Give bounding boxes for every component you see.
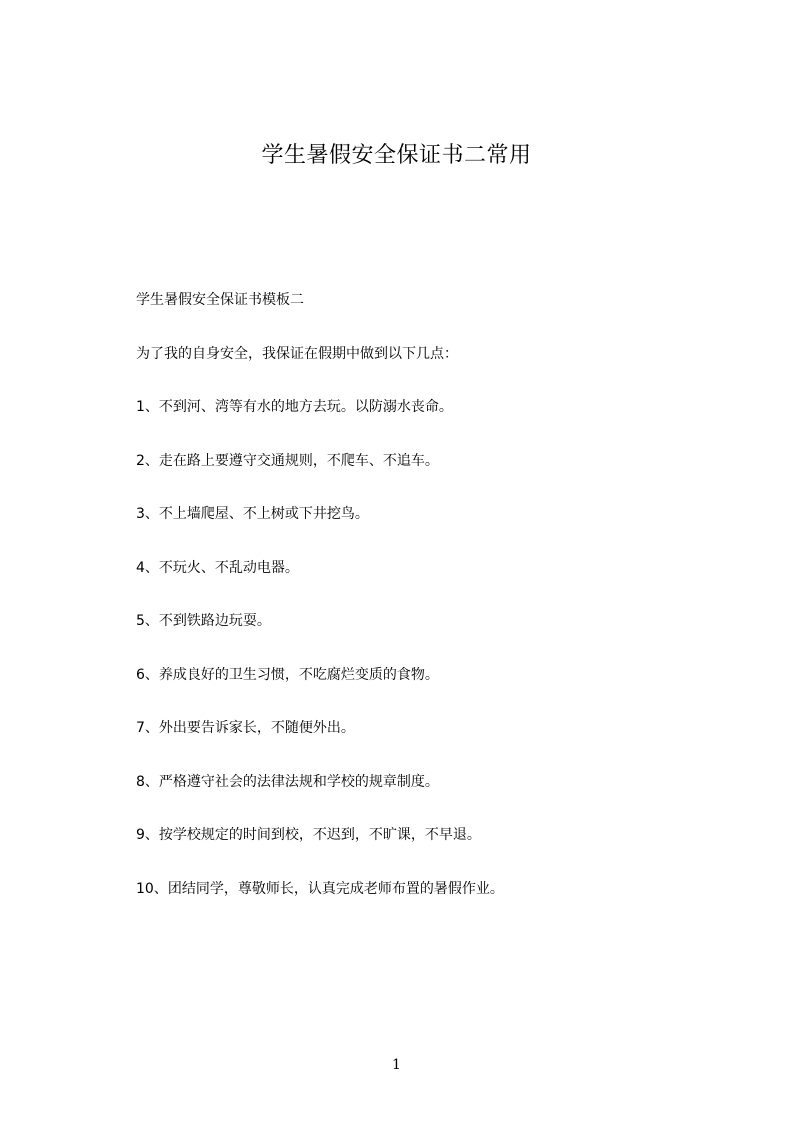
list-item: 6、养成良好的卫生习惯，不吃腐烂变质的食物。 — [136, 666, 439, 683]
list-item: 5、不到铁路边玩耍。 — [136, 613, 271, 629]
list-item: 7、外出要告诉家长，不随便外出。 — [136, 720, 355, 736]
document-subtitle: 学生暑假安全保证书模板二 — [136, 292, 304, 308]
intro-paragraph: 为了我的自身安全，我保证在假期中做到以下几点： — [136, 345, 458, 362]
list-item: 8、严格遵守社会的法律法规和学校的规章制度。 — [136, 773, 439, 790]
page-number: 1 — [392, 1057, 401, 1073]
list-item: 3、不上墙爬屋、不上树或下井挖鸟。 — [136, 506, 369, 522]
list-item: 1、不到河、湾等有水的地方去玩。以防溺水丧命。 — [136, 399, 453, 415]
list-item: 9、按学校规定的时间到校，不迟到，不旷课，不早退。 — [136, 827, 481, 843]
list-item: 2、走在路上要遵守交通规则，不爬车、不追车。 — [136, 452, 439, 469]
document-title: 学生暑假安全保证书二常用 — [261, 143, 532, 168]
list-item: 10、团结同学，尊敬师长，认真完成老师布置的暑假作业。 — [136, 880, 504, 897]
list-item: 4、不玩火、不乱动电器。 — [136, 559, 299, 576]
document-body — [136, 290, 696, 932]
